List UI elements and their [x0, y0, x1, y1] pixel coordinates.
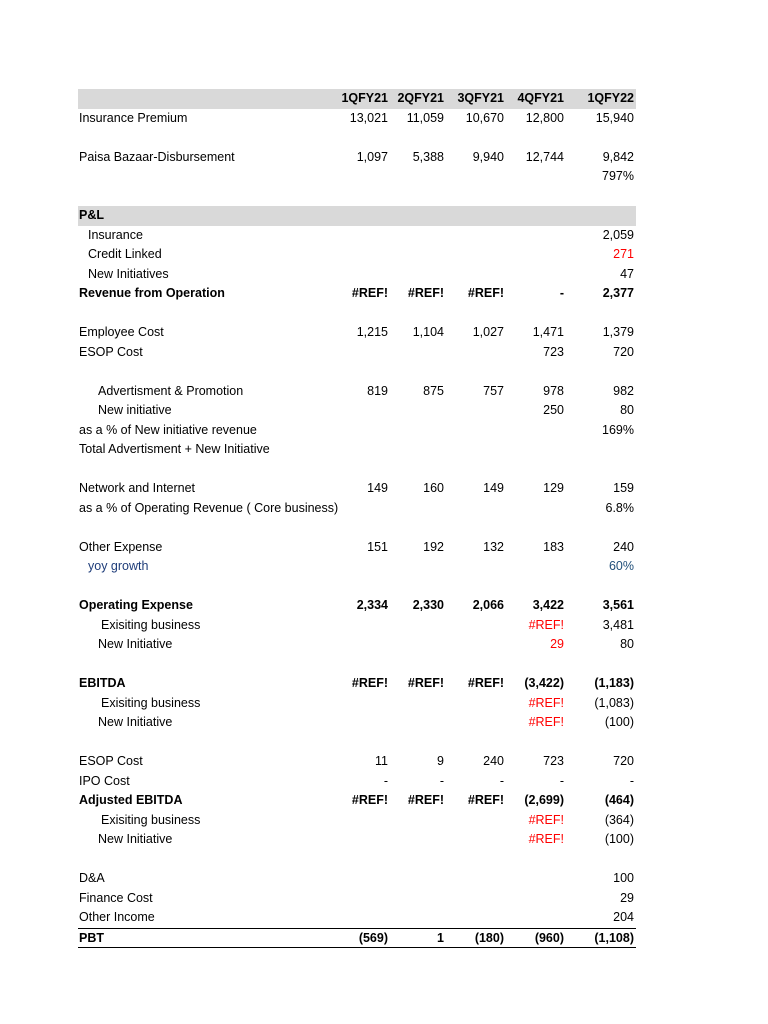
- table-row-yoy-growth: [78, 557, 636, 577]
- cell-4qfy21: (960): [534, 930, 564, 945]
- cell-1qfy22: 720: [613, 344, 634, 359]
- header-period-1qfy22: 1QFY22: [587, 91, 634, 105]
- row-label: IPO Cost: [79, 773, 130, 788]
- table-row-esop-cost: [78, 343, 636, 363]
- header-period-1qfy21: 1QFY21: [341, 91, 388, 105]
- table-row-d-a: [78, 869, 636, 889]
- table-row-revenue-from-operation: [78, 284, 636, 304]
- cell-2qfy21: 192: [423, 539, 444, 554]
- cell-1qfy22: 47: [620, 266, 634, 281]
- row-label: Insurance: [88, 227, 143, 242]
- cell-4qfy21: 29: [550, 637, 564, 651]
- cell-1qfy21: 149: [367, 481, 388, 495]
- cell-1qfy22: 204: [613, 910, 634, 924]
- row-label: Exisiting business: [101, 812, 201, 827]
- table-row-exisiting-business: [78, 616, 636, 636]
- table-row-employee-cost: [78, 323, 636, 343]
- cell-4qfy21: 12,744: [525, 149, 564, 164]
- table-row-new-initiative: [78, 713, 636, 733]
- cell-1qfy22: 2,059: [602, 227, 634, 242]
- row-label: New Initiative: [98, 715, 173, 729]
- cell-4qfy21: #REF!: [528, 812, 564, 827]
- table-row-pbt: [78, 928, 636, 948]
- table-row-p-l: [78, 206, 636, 226]
- cell-3qfy21: 240: [483, 754, 504, 768]
- cell-4qfy21: 978: [543, 383, 564, 398]
- row-label: PBT: [79, 930, 104, 945]
- table-row-operating-expense: [78, 596, 636, 616]
- cell-3qfy21: #REF!: [467, 793, 504, 807]
- header-period-2qfy21: 2QFY21: [397, 91, 444, 105]
- cell-1qfy22: 15,940: [595, 110, 634, 125]
- cell-1qfy22: 797%: [602, 169, 634, 183]
- cell-4qfy21: #REF!: [528, 617, 564, 632]
- table-row-advertisment-promotion: [78, 382, 636, 402]
- row-label: Operating Expense: [79, 598, 193, 612]
- cell-3qfy21: 1,027: [472, 325, 504, 339]
- cell-4qfy21: 1,471: [532, 325, 564, 339]
- row-label: Advertisment & Promotion: [98, 383, 244, 398]
- cell-1qfy21: 11: [375, 754, 388, 768]
- cell-3qfy21: -: [499, 773, 504, 788]
- table-row-insurance-premium: [78, 109, 636, 129]
- financial-table: [78, 89, 636, 948]
- cell-4qfy21: -: [559, 286, 564, 300]
- cell-4qfy21: #REF!: [528, 832, 564, 846]
- cell-1qfy22: 9,842: [602, 149, 634, 164]
- cell-4qfy21: #REF!: [528, 695, 564, 710]
- spacer-row: [78, 733, 636, 753]
- row-label: Insurance Premium: [79, 110, 188, 125]
- cell-1qfy21: 151: [367, 539, 388, 554]
- cell-2qfy21: 2,330: [412, 598, 444, 612]
- cell-2qfy21: 160: [423, 481, 444, 495]
- cell-2qfy21: 5,388: [412, 149, 444, 164]
- table-row-insurance: [78, 226, 636, 246]
- header-row: [78, 89, 636, 109]
- cell-1qfy22: 80: [620, 403, 634, 417]
- row-label: Other Expense: [79, 539, 163, 554]
- table-row-ipo-cost: [78, 772, 636, 792]
- cell-4qfy21: #REF!: [528, 715, 564, 729]
- cell-1qfy22: 271: [613, 247, 634, 261]
- cell-1qfy22: 6.8%: [605, 500, 634, 515]
- table-row-new-initiatives: [78, 265, 636, 285]
- row-label: New Initiatives: [88, 266, 169, 281]
- row-label: Paisa Bazaar-Disbursement: [79, 149, 235, 164]
- cell-1qfy22: 3,481: [602, 617, 634, 632]
- cell-1qfy22: 720: [613, 754, 634, 768]
- cell-2qfy21: #REF!: [407, 793, 444, 807]
- row-label: New Initiative: [98, 832, 173, 846]
- row-label: D&A: [79, 871, 105, 885]
- row-label: yoy growth: [88, 559, 149, 573]
- cell-4qfy21: 183: [543, 539, 564, 554]
- row-label: ESOP Cost: [79, 754, 143, 768]
- row-label: New initiative: [98, 403, 172, 417]
- spacer-row: [78, 850, 636, 870]
- row-label: Exisiting business: [101, 695, 201, 710]
- cell-2qfy21: 1: [437, 930, 444, 945]
- cell-3qfy21: #REF!: [467, 676, 504, 690]
- cell-1qfy21: -: [383, 773, 388, 788]
- cell-1qfy22: (464): [604, 793, 634, 807]
- row-label: Total Advertisment + New Initiative: [79, 442, 270, 456]
- cell-2qfy21: 875: [423, 383, 444, 398]
- cell-1qfy22: 159: [613, 481, 634, 495]
- cell-4qfy21: (2,699): [524, 793, 564, 807]
- table-row-new-initiative: [78, 401, 636, 421]
- table-row-other-expense: [78, 538, 636, 558]
- table-row-new-initiative: [78, 635, 636, 655]
- cell-4qfy21: 3,422: [532, 598, 564, 612]
- row-label: as a % of New initiative revenue: [79, 422, 257, 437]
- cell-1qfy22: 80: [620, 637, 634, 651]
- cell-3qfy21: 10,670: [465, 110, 504, 125]
- table-row-network-and-internet: [78, 479, 636, 499]
- row-label: Finance Cost: [79, 890, 153, 905]
- cell-1qfy21: 1,215: [356, 325, 388, 339]
- cell-3qfy21: 149: [483, 481, 504, 495]
- spacer-row: [78, 128, 636, 148]
- cell-2qfy21: 9: [437, 754, 444, 768]
- row-label: EBITDA: [79, 676, 126, 690]
- header-period-4qfy21: 4QFY21: [517, 91, 564, 105]
- cell-1qfy22: 1,379: [602, 325, 634, 339]
- cell-1qfy21: 13,021: [349, 110, 388, 125]
- table-row-exisiting-business: [78, 694, 636, 714]
- cell-1qfy21: (569): [358, 930, 388, 945]
- cell-1qfy21: #REF!: [351, 676, 388, 690]
- cell-1qfy22: 100: [613, 871, 634, 885]
- table-row-ebitda: [78, 674, 636, 694]
- row-label: Revenue from Operation: [79, 286, 225, 300]
- row-label: as a % of Operating Revenue ( Core business): [79, 500, 339, 515]
- row-label: P&L: [79, 208, 104, 222]
- cell-2qfy21: 1,104: [412, 325, 444, 339]
- cell-1qfy22: 2,377: [602, 286, 634, 300]
- header-period-3qfy21: 3QFY21: [457, 91, 504, 105]
- row-label: Employee Cost: [79, 325, 164, 339]
- cell-4qfy21: 129: [543, 481, 564, 495]
- spacer-row: [78, 187, 636, 207]
- row-label: Adjusted EBITDA: [79, 793, 183, 807]
- cell-1qfy21: 1,097: [356, 149, 388, 164]
- cell-1qfy22: (364): [604, 812, 634, 827]
- cell-1qfy22: (1,183): [594, 676, 634, 690]
- cell-1qfy22: -: [629, 773, 634, 788]
- table-row-as-a-of-new-initiative-revenue: [78, 421, 636, 441]
- cell-1qfy22: (1,083): [594, 695, 634, 710]
- cell-1qfy21: 2,334: [356, 598, 388, 612]
- spacer-row: [78, 362, 636, 382]
- cell-1qfy21: #REF!: [351, 793, 388, 807]
- cell-3qfy21: 2,066: [472, 598, 504, 612]
- cell-4qfy21: 250: [543, 403, 564, 417]
- row-label: Network and Internet: [79, 481, 196, 495]
- cell-2qfy21: #REF!: [407, 286, 444, 300]
- cell-1qfy22: 60%: [608, 559, 634, 573]
- spacer-row: [78, 167, 636, 187]
- cell-2qfy21: 11,059: [406, 110, 444, 125]
- cell-4qfy21: 723: [543, 344, 564, 359]
- cell-1qfy22: 169%: [602, 422, 634, 437]
- table-row-credit-linked: [78, 245, 636, 265]
- row-label: Credit Linked: [88, 247, 162, 261]
- table-row-as-a-of-operating-revenue-core-business: [78, 499, 636, 519]
- spacer-row: [78, 655, 636, 675]
- cell-4qfy21: (3,422): [524, 676, 564, 690]
- cell-3qfy21: 757: [483, 383, 504, 398]
- row-label: ESOP Cost: [79, 344, 143, 359]
- spacer-row: [78, 304, 636, 324]
- table-row-adjusted-ebitda: [78, 791, 636, 811]
- table-row-finance-cost: [78, 889, 636, 909]
- table-row-total-advertisment-new-initiative: [78, 440, 636, 460]
- table-row-other-income: [78, 908, 636, 928]
- spacer-row: [78, 577, 636, 597]
- cell-3qfy21: #REF!: [467, 286, 504, 300]
- cell-1qfy22: (1,108): [594, 930, 634, 945]
- table-row-paisa-bazaar-disbursement: [78, 148, 636, 168]
- cell-2qfy21: -: [439, 773, 444, 788]
- table-row-esop-cost: [78, 752, 636, 772]
- row-label: Other Income: [79, 910, 155, 924]
- cell-1qfy21: 819: [367, 383, 388, 398]
- spacer-row: [78, 518, 636, 538]
- table-row-new-initiative: [78, 830, 636, 850]
- cell-1qfy22: (100): [604, 715, 634, 729]
- cell-1qfy22: (100): [604, 832, 634, 846]
- cell-4qfy21: 12,800: [525, 110, 564, 125]
- cell-1qfy22: 3,561: [602, 598, 634, 612]
- row-label: New Initiative: [98, 637, 173, 651]
- row-label: Exisiting business: [101, 617, 201, 632]
- cell-1qfy22: 240: [613, 539, 634, 554]
- cell-1qfy21: #REF!: [351, 286, 388, 300]
- spacer-row: [78, 460, 636, 480]
- cell-3qfy21: (180): [474, 930, 504, 945]
- cell-3qfy21: 9,940: [472, 149, 504, 164]
- cell-4qfy21: 723: [543, 754, 564, 768]
- cell-1qfy22: 29: [620, 890, 634, 905]
- cell-3qfy21: 132: [483, 539, 504, 554]
- cell-2qfy21: #REF!: [407, 676, 444, 690]
- cell-4qfy21: -: [559, 773, 564, 788]
- table-row-exisiting-business: [78, 811, 636, 831]
- cell-1qfy22: 982: [613, 383, 634, 398]
